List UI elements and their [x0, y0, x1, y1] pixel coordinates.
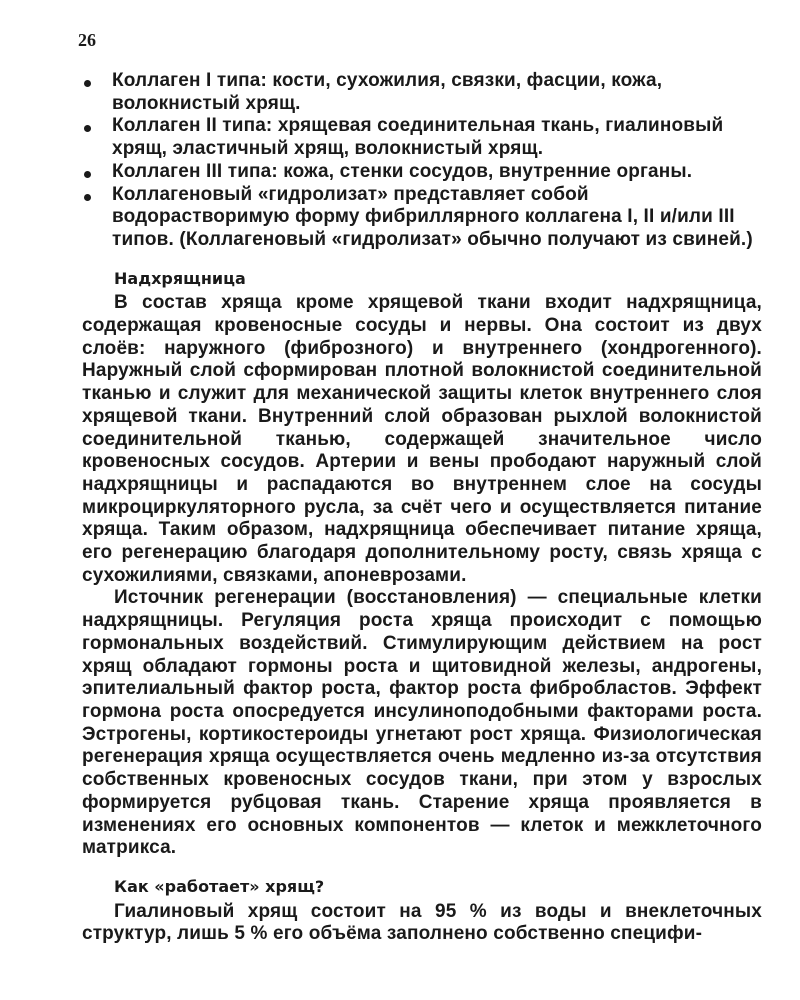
list-item: Коллаген III типа: кожа, стенки сосудов, внутренние органы.: [82, 161, 762, 184]
collagen-types-list: [82, 70, 762, 252]
paragraph: Источник регенерации (восстановления) — специальные клетки надхрящницы. Регуляция роста хряща происходит с помощью гормональных воздействий. Стимулирующим действием на рост хрящ обладают гормоны роста и щитовидной железы, андрогены, эпителиальный фактор роста, фактор роста фибробластов. Эффект гормона роста опосредуется инсулиноподобными факторами роста. Эстрогены, кортикостероиды угнетают рост хряща. Физиологическая регенерация хряща осуществляется очень медленно из-за отсутствия собственных кровеносных сосудов ткани, при этом у взрослых формируется рубцовая ткань. Старение хряща проявляется в изменениях его основных компонентов — клеток и межклеточного матрикса.: [82, 587, 762, 859]
page-number: 26: [78, 30, 96, 50]
paragraph: Гиалиновый хрящ состоит на 95 % из воды и внеклеточных структур, лишь 5 % его объёма заполнено собственно специфи-: [82, 900, 762, 945]
list-item: Коллагеновый «гидролизат» представляет собой водорастворимую форму фибриллярного коллагена I, II и/или III типов. (Коллагеновый «гидролизат» обычно получают из свиней.): [82, 184, 762, 252]
paragraph: В состав хряща кроме хрящевой ткани входит надхрящница, содержащая кровеносные сосуды и нервы. Она состоит из двух слоёв: наружного (фиброзного) и внутреннего (хондрогенного). Наружный слой сформирован плотной волокнистой соединительной тканью и служит для механической защиты клеток внутреннего слоя хрящевой ткани. Внутренний слой образован рыхлой волокнистой соединительной тканью, содержащей значительное число кровеносных сосудов. Артерии и вены прободают наружный слой надхрящницы и распадаются во внутреннем слое на сосуды микроциркуляторного русла, за счёт чего и осуществляется питание хряща. Таким образом, надхрящница обеспечивает питание хряща, его регенерацию благодаря дополнительному росту, связь хряща с сухожилиями, связками, апоневрозами.: [82, 292, 762, 586]
section-heading-perichondrium: Надхрящница: [114, 268, 246, 288]
list-item: Коллаген I типа: кости, сухожилия, связки, фасции, кожа, волокнистый хрящ.: [82, 70, 762, 115]
page-content: [82, 70, 762, 946]
section-heading-how-cartilage-works: Как «работает» хрящ?: [114, 876, 325, 896]
list-item: Коллаген II типа: хрящевая соединительная ткань, гиалиновый хрящ, эластичный хрящ, волокнистый хрящ.: [82, 115, 762, 160]
